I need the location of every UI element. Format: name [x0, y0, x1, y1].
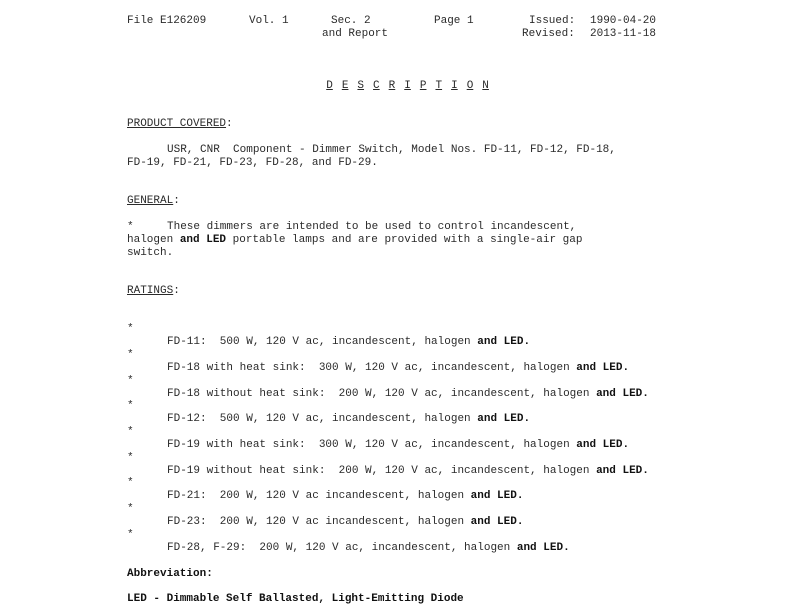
product-covered-heading: PRODUCT COVERED:	[127, 118, 233, 130]
list-item: * FD-18 without heat sink: 200 W, 120 V ac, incandescent, halogen and LED.	[127, 375, 649, 400]
rating-bullet: *	[127, 375, 134, 387]
rating-bullet: *	[127, 477, 134, 489]
list-item: * FD-18 with heat sink: 300 W, 120 V ac, incandescent, halogen and LED.	[127, 349, 630, 374]
general-heading: GENERAL:	[127, 195, 180, 207]
rating-bullet: *	[127, 452, 134, 464]
general-line2: halogen and LED portable lamps and are provided with a single-air gap	[127, 234, 583, 246]
rating-bullet: *	[127, 529, 134, 541]
general-bullet: *	[127, 221, 134, 233]
list-item: * FD-12: 500 W, 120 V ac, incandescent, halogen and LED.	[127, 400, 531, 425]
volume: Vol. 1	[249, 15, 289, 27]
section: Sec. 2	[331, 15, 371, 27]
product-covered-line2: FD-19, FD-21, FD-23, FD-28, and FD-29.	[127, 157, 378, 169]
title-letter: T	[435, 80, 443, 92]
title-letter: P	[419, 80, 427, 92]
title-letter: R	[388, 80, 396, 92]
list-item: * FD-11: 500 W, 120 V ac, incandescent, halogen and LED.	[127, 323, 531, 348]
revised-label: Revised:	[522, 28, 575, 40]
list-item: * FD-28, F-29: 200 W, 120 V ac, incandescent, halogen and LED.	[127, 529, 570, 554]
issued-label: Issued:	[529, 15, 576, 27]
title-letter: D	[326, 80, 333, 92]
title-letter: N	[482, 80, 489, 92]
title-letter: S	[357, 80, 365, 92]
title-letter: O	[466, 80, 474, 92]
product-covered-line1: USR, CNR Component - Dimmer Switch, Model Nos. FD-11, FD-12, FD-18,	[167, 144, 616, 156]
title-letter: I	[451, 80, 458, 92]
section-subtitle: and Report	[322, 28, 389, 40]
page-title	[313, 67, 489, 93]
revised-date: 2013-11-18	[590, 28, 657, 40]
page-number: Page 1	[434, 15, 474, 27]
title-letter: C	[373, 80, 380, 92]
rating-bullet: *	[127, 426, 134, 438]
rating-bullet: *	[127, 323, 134, 335]
title-letter: I	[404, 80, 411, 92]
title-letter: E	[341, 80, 349, 92]
rating-bullet: *	[127, 349, 134, 361]
list-item: * FD-23: 200 W, 120 V ac incandescent, halogen and LED.	[127, 503, 524, 528]
list-item: * FD-19 with heat sink: 300 W, 120 V ac, incandescent, halogen and LED.	[127, 426, 630, 451]
rating-bullet: *	[127, 400, 134, 412]
issued-date: 1990-04-20	[590, 15, 657, 27]
abbreviation-heading: Abbreviation:	[127, 568, 213, 580]
abbreviation-entry: LED - Dimmable Self Ballasted, Light-Emitting Diode	[127, 593, 464, 605]
general-line1: These dimmers are intended to be used to control incandescent,	[167, 221, 577, 233]
rating-bullet: *	[127, 503, 134, 515]
list-item: * FD-21: 200 W, 120 V ac incandescent, halogen and LED.	[127, 477, 524, 502]
general-line3: switch.	[127, 247, 174, 259]
ratings-heading: RATINGS:	[127, 285, 180, 297]
list-item: * FD-19 without heat sink: 200 W, 120 V ac, incandescent, halogen and LED.	[127, 452, 649, 477]
file-number: File E126209	[127, 15, 207, 27]
